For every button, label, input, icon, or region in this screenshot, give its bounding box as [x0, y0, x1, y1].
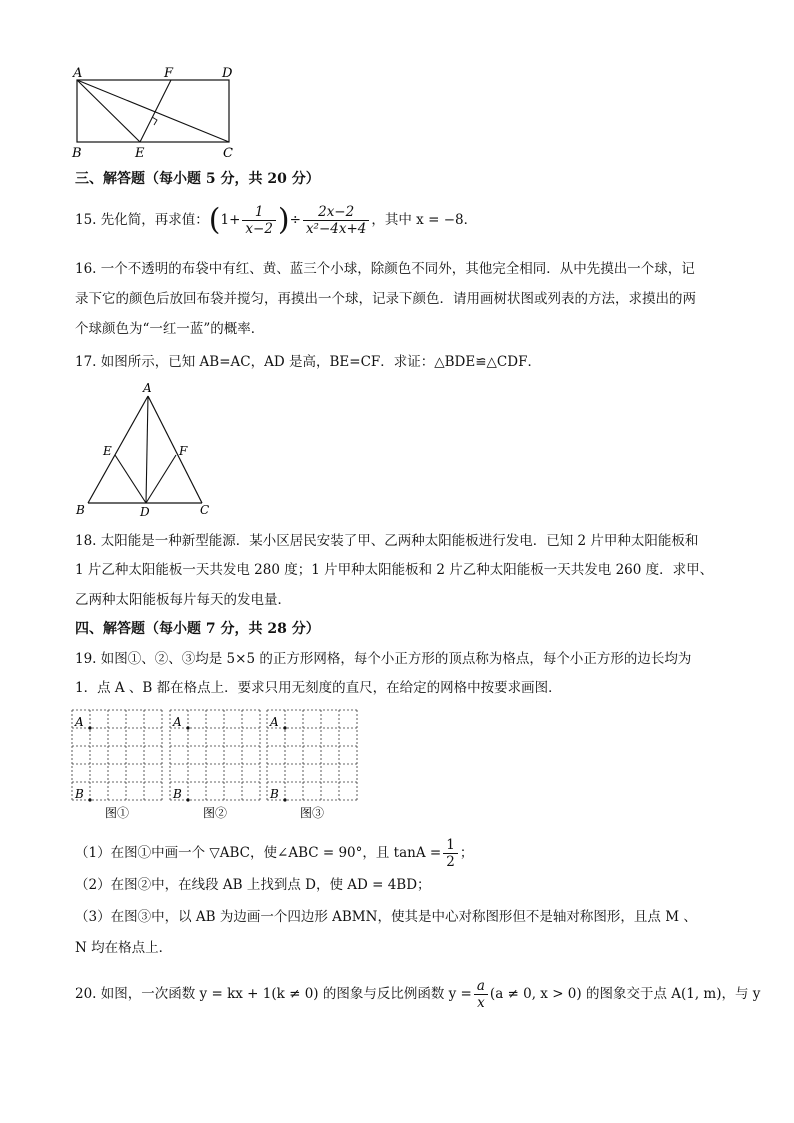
segment-fd: [146, 455, 176, 503]
question-16-line-1: 16. 一个不透明的布袋中有红、黄、蓝三个小球，除颜色不同外，其他完全相同．从中先摸出一个球，记: [75, 261, 695, 277]
height-ad: [146, 396, 148, 503]
label-a: A: [73, 66, 83, 81]
question-17: 17. 如图所示，已知 AB=AC，AD 是高，BE=CF．求证：△BDE≌△CDF．: [75, 354, 541, 370]
question-18-line-3: 乙两种太阳能板每片每天的发电量．: [75, 592, 291, 608]
grid-label-b: B: [75, 787, 84, 801]
label-e: E: [135, 146, 145, 161]
point-a-dot: [283, 726, 286, 729]
q15-frac-1: $\frac{1}{x-2}$: [242, 204, 276, 237]
q20-text-2: (a ≠ 0, x > 0) 的图象交于点 A(1, m)，与 y: [489, 986, 761, 1002]
tri-label-e: E: [103, 444, 112, 458]
point-b-dot: [186, 798, 189, 801]
q20-fraction: $\frac{a}{x}$: [474, 978, 488, 1011]
grid-label-b: B: [270, 787, 279, 801]
section-4-heading: 四、解答题（每小题 7 分，共 28 分）: [75, 621, 320, 637]
question-20: [75, 976, 761, 1012]
q20-text-1: 20. 如图，一次函数 y = kx + 1(k ≠ 0) 的图象与反比例函数 y =: [75, 986, 472, 1002]
question-15: [75, 202, 725, 238]
question-19-line-2: 1．点 A 、B 都在格点上．要求只用无刻度的直尺，在给定的网格中按要求画图．: [75, 680, 562, 696]
grid-label-a: A: [270, 715, 279, 729]
label-d: D: [222, 66, 233, 81]
question-18-line-1: 18. 太阳能是一种新型能源．某小区居民安装了甲、乙两种太阳能板进行发电．已知 2 片甲种太阳能板和: [75, 533, 699, 549]
grid-2: [170, 710, 260, 820]
question-19-line-1: 19. 如图①、②、③均是 5×5 的正方形网格，每个小正方形的顶点称为格点，每个小正方形的边长均为: [75, 651, 692, 667]
side-ab: [88, 396, 148, 503]
grid-label-a: A: [75, 715, 84, 729]
label-b: B: [72, 146, 82, 161]
q15-suffix: ，其中 x = −8．: [371, 212, 478, 228]
q19-part-3-line-1: （3）在图③中，以 AB 为边画一个四边形 ABMN，使其是中心对称图形但不是轴对称图形，且点 M 、: [75, 909, 697, 925]
grid-caption: 图③: [299, 806, 325, 820]
q19-part-1-end: ；: [459, 845, 474, 861]
segment-fe: [140, 80, 171, 142]
tri-label-b: B: [76, 503, 85, 517]
segment-ae: [77, 80, 140, 142]
tri-label-c: C: [200, 503, 210, 517]
grid-1: [72, 710, 162, 820]
tri-label-d: D: [140, 505, 150, 518]
tri-label-f: F: [179, 444, 188, 458]
point-b-dot: [88, 798, 91, 801]
point-b-dot: [283, 798, 286, 801]
q19-part-3-line-2: N 均在格点上．: [75, 940, 173, 956]
segment-ed: [115, 455, 146, 503]
diagonal-ac: [77, 80, 229, 142]
right-angle-mark: [152, 117, 157, 125]
tri-label-a: A: [143, 381, 152, 395]
q19-tan-fraction: $\frac{1}{2}$: [443, 837, 458, 870]
label-c: C: [223, 146, 233, 161]
question-16-line-3: 个球颜色为“一红一蓝”的概率．: [75, 321, 265, 337]
grid-label-b: B: [173, 787, 182, 801]
q15-prefix: 15. 先化简，再求值：: [75, 212, 209, 228]
grid-caption: 图①: [104, 806, 130, 820]
q19-part-2: （2）在图②中，在线段 AB 上找到点 D，使 AD = 4BD；: [75, 877, 431, 893]
q15-div: ÷: [289, 212, 301, 228]
grid-caption: 图②: [202, 806, 228, 820]
q15-one-plus: 1+: [220, 212, 241, 228]
q15-frac-2: $\frac{2x-2}{\text{x²−4x+4}}$: [303, 204, 369, 237]
q15-paren-open: (: [208, 202, 221, 238]
q19-part-1: [75, 836, 725, 870]
grid-label-a: A: [173, 715, 182, 729]
question-18-line-2: 1 片乙种太阳能板一天共发电 280 度；1 片甲种太阳能板和 2 片乙种太阳能板一天共发电 260 度．求甲、: [75, 562, 714, 578]
q15-paren-close: ): [277, 202, 290, 238]
point-a-dot: [88, 726, 91, 729]
question-16-line-2: 录下它的颜色后放回布袋并搅匀，再摸出一个球，记录下颜色．请用画树状图或列表的方法，求摸出的两: [75, 291, 696, 307]
rectangle-figure: [60, 60, 260, 170]
grid-3: [267, 710, 357, 820]
label-f: F: [164, 66, 174, 81]
q19-part-1-text: （1）在图①中画一个 ▽ABC，使∠ABC = 90°，且 tanA =: [75, 845, 442, 861]
section-3-heading: 三、解答题（每小题 5 分，共 20 分）: [75, 171, 320, 187]
grid-figures: [60, 700, 380, 830]
point-a-dot: [186, 726, 189, 729]
triangle-figure: [70, 378, 220, 518]
